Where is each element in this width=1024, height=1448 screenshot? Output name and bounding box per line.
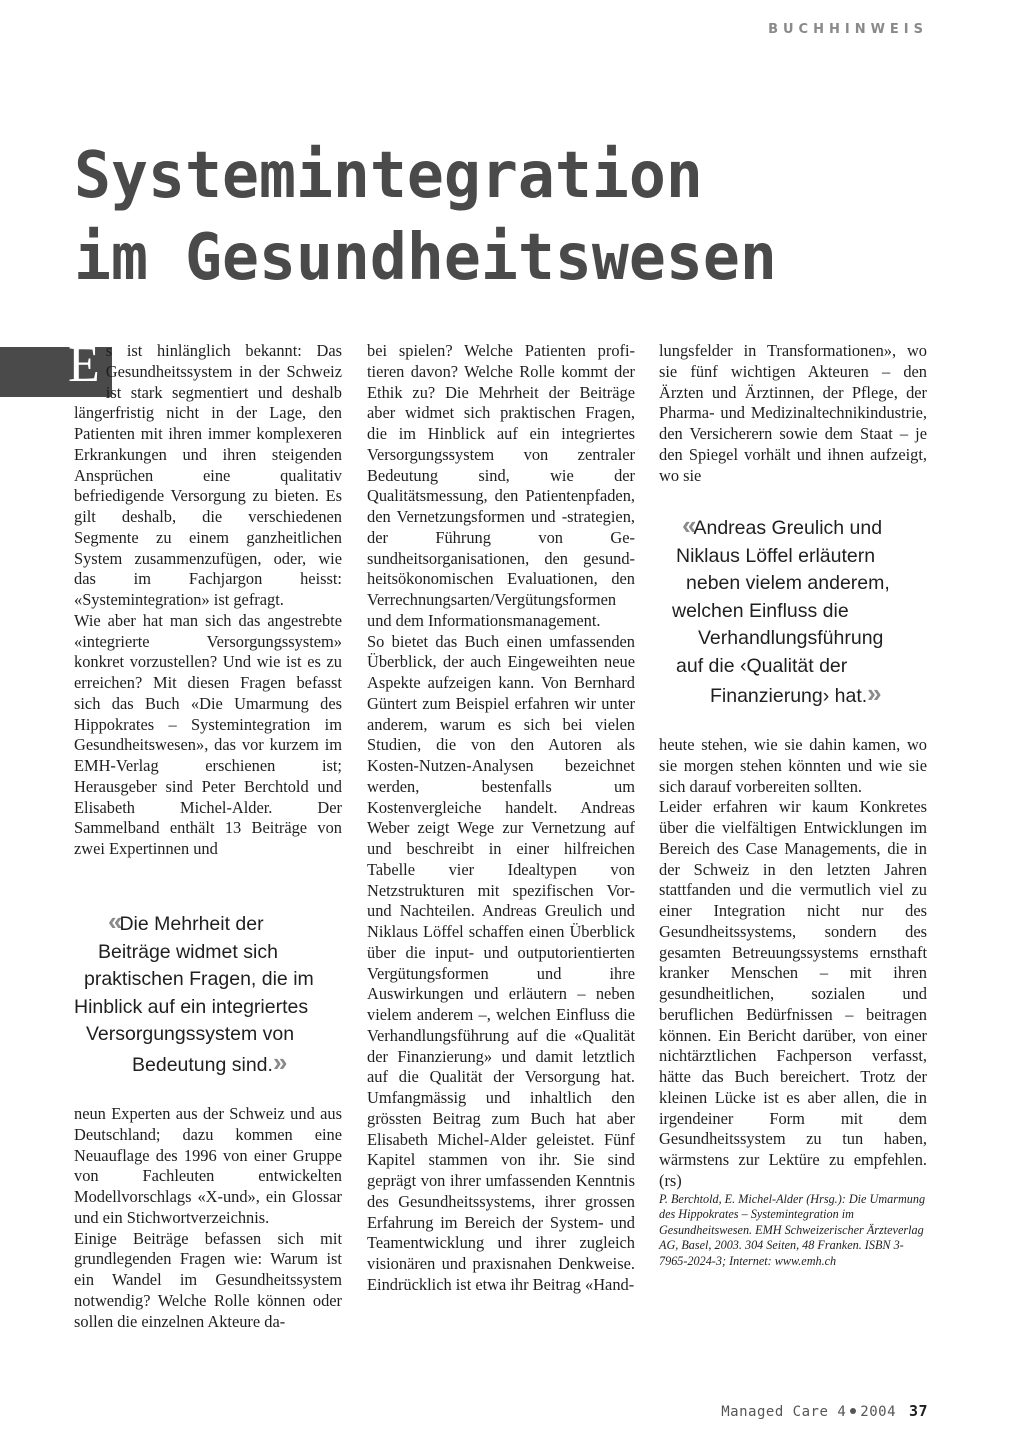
- pull-quote-line: Verhandlungsführung: [698, 627, 884, 649]
- pull-quote-1: [74, 908, 354, 1079]
- pull-quote-line: Finanzierung› hat.»: [710, 678, 879, 708]
- journal-name: Managed Care: [721, 1404, 829, 1420]
- column-2: [367, 341, 635, 1296]
- paragraph: bei spielen? Welche Patienten profitieren davon? Welche Rolle kommt der Ethik zu? Die Mehrheit der Beiträge aber widmet sich praktischen Fragen, die im Hinblick auf ein integriertes Versorgungssystem von zentraler Bedeutung sind, wie der Qualitätsmessung, den Patientenpfaden, den Vernetzungsformen und -strategien, der Führung von Gesundheitsorganisationen, den gesundheitsökonomischen Evaluationen, den Verrechnungsarten/Vergütungsformen und dem Informationsmanagement.: [367, 341, 635, 630]
- issue-number: 4: [837, 1404, 847, 1420]
- pull-quote-line: Beiträge widmet sich: [98, 940, 278, 963]
- paragraph: heute stehen, wie sie dahin kamen, wo sie morgen stehen könnten und wie sie sich darauf vorbereiten sollten.: [659, 735, 927, 796]
- column-3-continued: [659, 735, 927, 1269]
- article-title: [74, 135, 777, 299]
- open-quote-mark: «: [682, 510, 694, 540]
- pull-quote-line: «Die Mehrheit der: [108, 906, 264, 936]
- dropcap: E: [68, 336, 100, 393]
- pull-quote-line: Bedeutung sind.»: [132, 1046, 285, 1077]
- paragraph: [68, 336, 342, 611]
- paragraph: So bietet das Buch einen umfassenden Überblick, der auch Eingeweihten neue Aspekte aufzeigen kann. Von Bernhard Güntert zum Beispiel erfahren wir unter anderem, warum es sich bei vielen Studien, die von den Autoren als Kosten-Nutzen-Analysen bezeichnet werden, bestenfalls um Kostenvergleiche handelt. Andreas Weber zeigt Wege zur Vernetzung auf und beschreibt in einer hilfreichen Tabelle vier Idealtypen von Netzstrukturen mit spezifischen Vor- und Nachteilen. Andreas Greulich und Niklaus Löffel schaffen einen Überblick über die input- und outputorientierten Vergütungsformen und ihre Auswirkungen und erläutern – neben vielem anderem –, welchen Einfluss die Verhandlungsführung auf die «Qualität der Finanzierung» und damit letztlich auf die Qualität der Versorgung hat. Umfangmässig und inhaltlich den grössten Beitrag zum Buch hat aber Elisabeth Michel-Alder geleistet. Fünf Kapitel stammen von ihr. Sie sind geprägt von ihrer umfassenden Kenntnis des Gesundheitssystems, ihrer grossen Erfahrung im Bereich der System- und Teamentwicklung und ihrer zugleich visionären und praxisnahen Denkweise. Eindrücklich ist etwa ihr Beitrag «Hand-: [367, 631, 635, 1294]
- issue-year: 2004: [860, 1404, 896, 1420]
- paragraph: Wie aber hat man sich das angestrebte «integrierte Versorgungssystem» konkret vorzustellen? Und wie ist es zu erreichen? Mit diesen Fragen befasst sich das Buch «Die Umarmung des Hippokrates – Systemintegration im Gesundheitswesen», das vor kurzem im EMH-Verlag erschienen ist; Herausgeber sind Peter Berchtold und Elisabeth Michel-Alder. Der Sammelband enthält 13 Beiträge von zwei Expertinnen und: [74, 610, 342, 858]
- column-1: [68, 336, 342, 860]
- pull-quote-line: welchen Einfluss die: [672, 599, 849, 622]
- pull-quote-line: neben vielem anderem,: [686, 572, 890, 594]
- pull-quote-line: auf die ‹Qualität der: [676, 654, 848, 677]
- column-3: [659, 341, 927, 486]
- paragraph-text: s ist hinlänglich bekannt: Das Gesundheitssystem in der Schweiz ist stark segmentiert und deshalb längerfristig nicht in der Lage, den Patienten mit ihren immer komplexeren Erkrankungen und ihren steigenden Ansprüchen eine qualitativ befriedigende Versorgung zu bieten. Es gilt deshalb, die verschiedenen Segmente zu einem ganzheitlichen System zusammenzufügen, oder, wie das im Fachjargon heisst: «Systemintegration» ist gefragt.: [74, 341, 342, 609]
- paragraph: neun Experten aus der Schweiz und aus Deutschland; dazu kommen eine Neuauflage des 1996 von einer Gruppe von Fachleuten entwickelten Modellvorschlags «X-und», ein Glossar und ein Stichwortverzeichnis.: [74, 1104, 342, 1227]
- paragraph: Leider erfahren wir kaum Konkretes über die vielfältigen Entwicklungen im Bereich des Case Managements, die in der Schweiz in den letzten Jahren stattfanden und die vermutlich viel zu einer Integration nicht nur des Gesundheitssystems, sondern des gesamten Betreuungssystems ernsthaft kranker Menschen – mit ihren gesundheitlichen, sozialen und beruflichen Bedürfnissen – beitragen können. Ein Bericht darüber, von einer nichtärztlichen Fachperson verfasst, hätte das Buch bereichert. Trotz der kleinen Lücke ist es aber allen, die in irgendeiner Form mit dem Gesundheitssystem zu tun haben, wärmstens zur Lektüre zu empfehlen. (rs): [659, 797, 927, 1190]
- pull-quote-line: Versorgungssystem von: [86, 1023, 295, 1045]
- pull-quote-line: Hinblick auf ein integriertes: [74, 995, 309, 1018]
- title-line-2: im Gesundheitswesen: [74, 221, 777, 295]
- pull-quote-line: Niklaus Löffel erläutern: [676, 544, 876, 567]
- paragraph: Einige Beiträge befassen sich mit grundlegenden Fragen wie: Warum ist ein Wandel im Gesundheitssystem notwendig? Welche Rolle können oder sollen die einzelnen Akteure da-: [74, 1228, 342, 1331]
- title-line-1: Systemintegration: [74, 139, 703, 213]
- section-kicker: BUCHHINWEIS: [768, 22, 928, 37]
- page-number: 37: [908, 1402, 928, 1420]
- close-quote-mark: »: [867, 678, 879, 708]
- pull-quote-2: [672, 512, 932, 711]
- open-quote-mark: «: [108, 906, 120, 936]
- page-footer: [721, 1402, 928, 1420]
- pull-quote-line: «Andreas Greulich und: [682, 510, 883, 540]
- book-source-reference: P. Berchtold, E. Michel-Alder (Hrsg.): Die Umarmung des Hippokrates – Systemintegration im Gesundheitswesen. EMH Schweizerischer Ärzteverlag AG, Basel, 2003. 304 Seiten, 48 Franken. ISBN 3-7965-2024-3; Internet: www.emh.ch: [659, 1191, 926, 1268]
- pull-quote-line: praktischen Fragen, die im: [84, 968, 314, 990]
- close-quote-mark: »: [272, 1046, 285, 1077]
- bullet-dot-icon: [850, 1408, 856, 1414]
- paragraph: lungsfelder in Transformationen», wo sie fünf wichtigen Akteuren – den Ärzten und Ärztinnen, der Pflege, der Pharma- und Medizinaltechnikindustrie, den Versicherern sowie dem Staat – je den Spiegel vorhält und ihnen aufzeigt, wo sie: [659, 341, 927, 485]
- column-1-continued: [74, 1104, 342, 1332]
